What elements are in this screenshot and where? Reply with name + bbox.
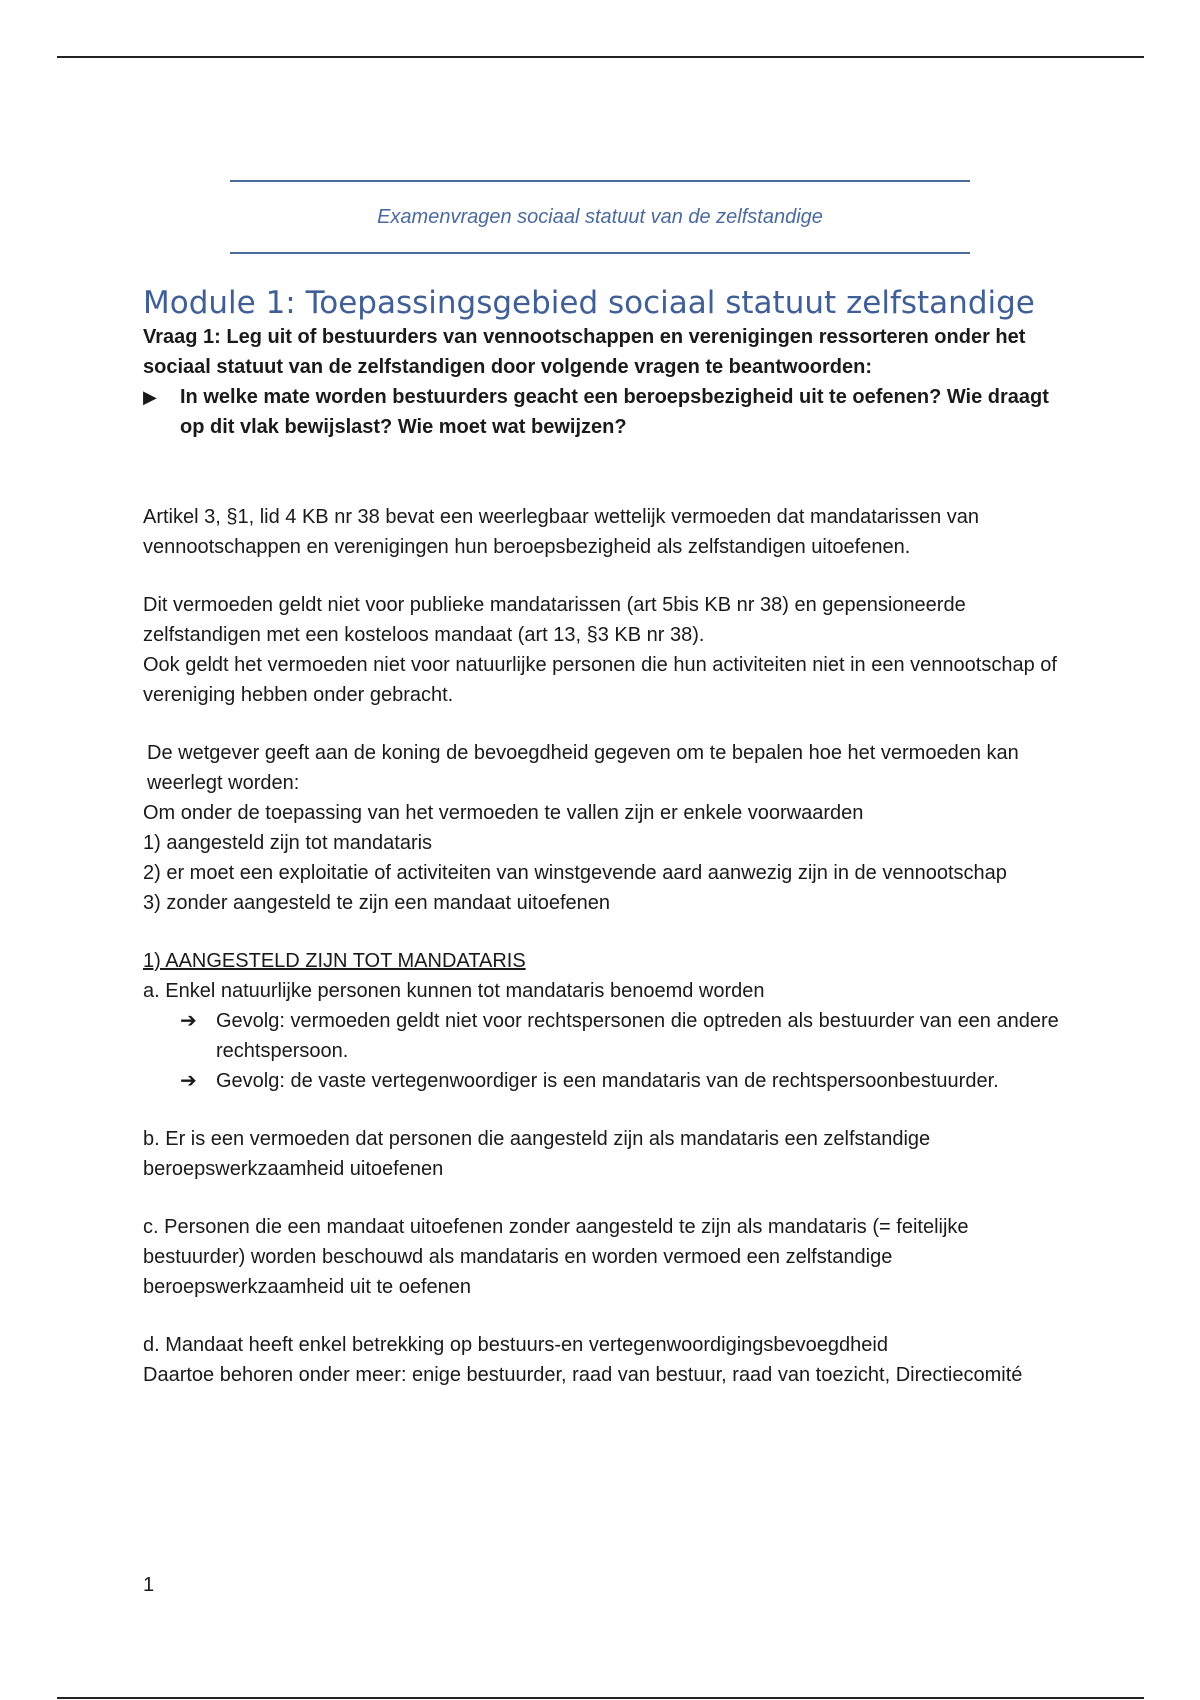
arrow-right-icon: ➔ <box>180 1070 197 1092</box>
page-number: 1 <box>143 1574 155 1596</box>
arrow-right-icon: ➔ <box>180 1010 197 1032</box>
paragraph-presumption: Artikel 3, §1, lid 4 KB nr 38 bevat een weerlegbaar wettelijk vermoeden dat mandatarissen van vennootschappen en verenigingen hun beroepsbezigheid als zelfstandigen uitoefenen. <box>143 506 980 558</box>
condition-1: 1) aangesteld zijn tot mandataris <box>143 832 433 854</box>
question-text: Vraag 1: Leg uit of bestuurders van vennootschappen en verenigingen ressorteren onder het sociaal statuut van de zelfstandigen door volgende vragen te beantwoorden: <box>143 326 1026 378</box>
consequence-text: Gevolg: de vaste vertegenwoordiger is een mandataris van de rechtspersoonbestuurder. <box>216 1070 999 1092</box>
question-bullet <box>143 382 1073 442</box>
consequence-text: Gevolg: vermoeden geldt niet voor rechtspersonen die optreden als bestuurder van een andere rechtspersoon. <box>216 1010 1059 1062</box>
document-title: Examenvragen sociaal statuut van de zelfstandige <box>377 206 823 228</box>
point-c: c. Personen die een mandaat uitoefenen zonder aangesteld te zijn als mandataris (= feitelijke bestuurder) worden beschouwd als mandataris en worden vermoed een zelfstandige beroepswerkzaamheid uit te oefenen <box>143 1216 969 1298</box>
point-b: b. Er is een vermoeden dat personen die aangesteld zijn als mandataris een zelfstandige beroepswerkzaamheid uitoefenen <box>143 1128 931 1180</box>
consequence-item <box>143 1006 1073 1066</box>
section-heading: 1) AANGESTELD ZIJN TOT MANDATARIS <box>143 950 526 972</box>
paragraph-legislator: De wetgever geeft aan de koning de bevoegdheid gegeven om te bepalen hoe het vermoeden kan weerlegt worden: <box>147 742 1019 794</box>
point-d: d. Mandaat heeft enkel betrekking op bestuurs-en vertegenwoordigingsbevoegdheid <box>143 1334 888 1356</box>
paragraph-natural-persons: Ook geldt het vermoeden niet voor natuurlijke personen die hun activiteiten niet in een vennootschap of vereniging hebben onder gebracht. <box>143 654 1057 706</box>
triangle-bullet-icon: ▶ <box>143 387 157 407</box>
header-bottom-rule <box>230 252 970 254</box>
document-body <box>143 284 1073 1390</box>
module-heading: Module 1: Toepassingsgebied sociaal statuut zelfstandige <box>143 285 1035 321</box>
question-bullet-text: In welke mate worden bestuurders geacht een beroepsbezigheid uit te oefenen? Wie draagt op dit vlak bewijslast? Wie moet wat bewijzen? <box>180 386 1049 438</box>
document-header <box>230 180 970 254</box>
condition-3: 3) zonder aangesteld te zijn een mandaat uitoefenen <box>143 892 611 914</box>
condition-2: 2) er moet een exploitatie of activiteiten van winstgevende aard aanwezig zijn in de vennootschap <box>143 862 1007 884</box>
point-a: a. Enkel natuurlijke personen kunnen tot mandataris benoemd worden <box>143 980 765 1002</box>
point-d-examples: Daartoe behoren onder meer: enige bestuurder, raad van bestuur, raad van toezicht, Directiecomité <box>143 1364 1023 1386</box>
page-bottom-rule <box>57 1697 1144 1699</box>
consequence-item <box>143 1066 1073 1096</box>
paragraph-exceptions: Dit vermoeden geldt niet voor publieke mandatarissen (art 5bis KB nr 38) en gepensioneerde zelfstandigen met een kosteloos mandaat (art 13, §3 KB nr 38). <box>143 594 966 646</box>
page-top-rule <box>57 56 1144 58</box>
paragraph-conditions-intro: Om onder de toepassing van het vermoeden te vallen zijn er enkele voorwaarden <box>143 802 864 824</box>
